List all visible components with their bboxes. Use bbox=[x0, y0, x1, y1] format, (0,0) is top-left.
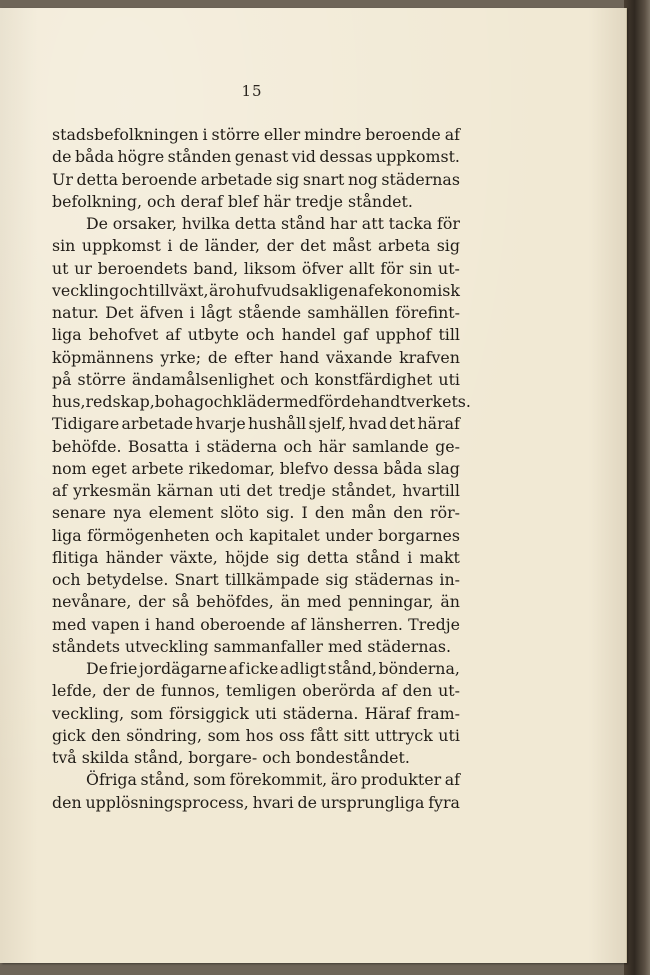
word: af bbox=[228, 659, 244, 678]
word: blefvo bbox=[279, 458, 329, 478]
word: och bbox=[283, 436, 313, 456]
text-line bbox=[52, 480, 460, 502]
word: oberoende bbox=[200, 614, 286, 634]
word: liga bbox=[52, 525, 82, 545]
text-line bbox=[52, 680, 460, 702]
word: Ur bbox=[52, 169, 73, 189]
word: den bbox=[402, 681, 433, 701]
word: stadsbefolkningen bbox=[52, 125, 199, 144]
word: i bbox=[167, 236, 173, 256]
text-line bbox=[52, 458, 460, 480]
word: temligen bbox=[225, 681, 297, 701]
word: hvarje bbox=[195, 414, 246, 434]
word: samhällen bbox=[307, 303, 390, 322]
word: till bbox=[438, 325, 460, 345]
word: tillväxt, bbox=[148, 280, 209, 300]
word: uppkomst. bbox=[376, 147, 460, 167]
word: sin bbox=[52, 236, 76, 256]
word: De bbox=[86, 659, 109, 678]
text-line bbox=[52, 725, 460, 747]
word: oss bbox=[278, 725, 305, 745]
word: mån bbox=[351, 503, 387, 523]
word: i bbox=[202, 125, 208, 144]
word: Tidigare bbox=[52, 414, 120, 434]
word: den bbox=[393, 503, 423, 523]
word: rör- bbox=[430, 503, 460, 523]
word: band, bbox=[193, 258, 239, 278]
text-line: två skilda stånd, borgare- och bondeståndet. bbox=[52, 748, 410, 767]
word: Tredje bbox=[408, 614, 460, 634]
word: hufvudsakligen bbox=[235, 280, 359, 300]
word: uti bbox=[219, 481, 241, 500]
word: för bbox=[380, 258, 404, 278]
word: och bbox=[280, 369, 309, 389]
word: fram- bbox=[416, 703, 460, 723]
word: hand bbox=[279, 347, 320, 367]
word: Häraf bbox=[364, 703, 411, 723]
word: vapen bbox=[91, 614, 140, 634]
text-line bbox=[52, 124, 460, 146]
word: fyra bbox=[428, 792, 460, 812]
word: ursprungliga bbox=[320, 792, 425, 812]
text-line bbox=[52, 703, 460, 725]
word: nog bbox=[348, 169, 378, 189]
word: nya bbox=[113, 503, 142, 523]
text-line: befolkning, och deraf blef här tredje ståndet. bbox=[52, 191, 413, 211]
word: bönderna, bbox=[378, 659, 460, 678]
word: der bbox=[266, 236, 294, 256]
text-line bbox=[52, 413, 460, 435]
word: snart bbox=[302, 169, 345, 189]
word: förefint- bbox=[395, 303, 460, 322]
word: stånd bbox=[281, 214, 326, 233]
word: de bbox=[179, 236, 199, 256]
word: så bbox=[171, 592, 190, 612]
text-line bbox=[52, 591, 460, 613]
word: mindre bbox=[304, 125, 362, 144]
word: som bbox=[193, 770, 226, 790]
word: förmögenheten bbox=[87, 525, 210, 545]
word: samlande bbox=[352, 436, 429, 456]
word: hushåll bbox=[248, 414, 307, 434]
word: beroende bbox=[365, 125, 441, 144]
word: måst bbox=[332, 236, 372, 256]
word: sig. bbox=[266, 503, 295, 523]
word: detta bbox=[76, 169, 119, 189]
word: bohag bbox=[154, 392, 205, 411]
word: af bbox=[444, 770, 460, 790]
book-page bbox=[0, 8, 626, 963]
word: de bbox=[135, 681, 156, 701]
word: sig bbox=[325, 570, 349, 589]
word: gick bbox=[52, 725, 86, 745]
word: i bbox=[144, 614, 150, 634]
word: jordägarne bbox=[139, 659, 228, 678]
word: upphof bbox=[375, 325, 432, 345]
word: De bbox=[86, 214, 109, 233]
word: arbetade bbox=[121, 414, 194, 434]
word: fått bbox=[310, 725, 339, 745]
word: behöfdes, bbox=[196, 592, 274, 612]
word: på bbox=[52, 369, 72, 389]
word: tillkämpade bbox=[224, 570, 320, 589]
word: liksom bbox=[243, 258, 297, 278]
word: och bbox=[215, 525, 244, 545]
word: sig bbox=[436, 236, 460, 256]
word: sig bbox=[276, 547, 300, 567]
text-line bbox=[52, 436, 460, 458]
word: söndring, bbox=[126, 725, 203, 745]
word: genast bbox=[234, 147, 289, 167]
word: förekommit, bbox=[229, 770, 328, 790]
word: funnos, bbox=[160, 681, 220, 701]
word: vid bbox=[291, 147, 316, 167]
word: stånd, bbox=[140, 770, 190, 790]
word: båda bbox=[383, 458, 423, 478]
word: veckling bbox=[52, 280, 120, 300]
word: de bbox=[297, 792, 317, 812]
word: beroendets bbox=[97, 258, 188, 278]
word: hand bbox=[155, 614, 196, 634]
word: icke bbox=[245, 659, 279, 678]
word: af bbox=[381, 681, 397, 701]
word: allt bbox=[348, 258, 375, 278]
word: slöto bbox=[220, 503, 259, 523]
word: sig bbox=[275, 169, 300, 189]
word: det bbox=[389, 414, 416, 434]
word: natur. bbox=[52, 303, 99, 322]
word: hvari bbox=[252, 792, 294, 812]
word: sjelf, bbox=[308, 414, 347, 434]
word: de bbox=[207, 347, 228, 367]
word: borgarnes bbox=[378, 525, 460, 545]
word: stånd bbox=[355, 547, 400, 567]
word: sitt bbox=[343, 725, 370, 745]
word: beroende bbox=[121, 169, 198, 189]
word: den bbox=[91, 725, 121, 745]
text-line bbox=[52, 391, 471, 413]
word: än bbox=[440, 592, 460, 612]
word: sin bbox=[408, 258, 433, 278]
word: höjde bbox=[225, 547, 270, 567]
word: handel bbox=[281, 325, 336, 345]
text-line bbox=[52, 258, 460, 280]
word: länder, bbox=[205, 236, 260, 256]
word: länsherren. bbox=[311, 614, 403, 634]
word: uti bbox=[438, 725, 460, 745]
word: yrkesmän bbox=[73, 481, 152, 500]
text-line bbox=[52, 569, 460, 591]
word: produkter bbox=[360, 770, 442, 790]
word: uppkomst bbox=[81, 236, 161, 256]
page-number: 15 bbox=[241, 82, 263, 100]
word: detta bbox=[234, 214, 277, 233]
word: stående bbox=[238, 303, 302, 322]
word: behofvet bbox=[88, 325, 159, 345]
word: ståndet, bbox=[331, 481, 397, 500]
text-line bbox=[52, 792, 460, 814]
word: städerna. bbox=[282, 703, 359, 723]
word: i bbox=[407, 547, 413, 567]
word: senare bbox=[52, 503, 106, 523]
word: som bbox=[207, 725, 241, 745]
word: som bbox=[130, 703, 163, 723]
word: arbetade bbox=[200, 169, 273, 189]
text-line bbox=[52, 235, 460, 257]
word: hos bbox=[245, 725, 274, 745]
text-line bbox=[52, 213, 460, 235]
text-line bbox=[52, 347, 460, 369]
word: arbeta bbox=[377, 236, 431, 256]
word: Snart bbox=[174, 570, 219, 589]
word: öfver bbox=[301, 258, 344, 278]
word: större bbox=[211, 125, 260, 144]
word: makt bbox=[419, 547, 460, 567]
word: Det bbox=[105, 303, 134, 322]
word: frie bbox=[109, 659, 138, 678]
word: hvad bbox=[348, 414, 388, 434]
word: dessas bbox=[319, 147, 373, 167]
word: och bbox=[246, 325, 275, 345]
word: liga bbox=[52, 325, 82, 345]
word: adligt bbox=[280, 659, 327, 678]
word: tacka bbox=[388, 214, 433, 233]
word: flitiga bbox=[52, 547, 99, 567]
word: nevånare, bbox=[52, 592, 132, 612]
word: uttryck bbox=[375, 725, 433, 745]
word: häraf bbox=[417, 414, 460, 434]
word: under bbox=[325, 525, 373, 545]
text-line bbox=[52, 324, 460, 346]
word: hus, bbox=[52, 392, 86, 411]
word: högre bbox=[117, 147, 165, 167]
word: ekonomisk bbox=[374, 280, 460, 300]
word: för bbox=[436, 214, 460, 233]
word: redskap, bbox=[85, 392, 155, 411]
word: växande bbox=[326, 347, 393, 367]
word: slag bbox=[427, 458, 460, 478]
word: der bbox=[138, 592, 166, 612]
word: och bbox=[119, 280, 149, 300]
word: kapitalet bbox=[249, 525, 320, 545]
word: ur bbox=[74, 258, 92, 278]
word: händer bbox=[105, 547, 163, 567]
word: ut bbox=[52, 258, 69, 278]
word: yrke; bbox=[160, 347, 202, 367]
word: det bbox=[246, 481, 273, 500]
text-line bbox=[52, 614, 460, 636]
word: och bbox=[204, 392, 233, 411]
word: städernas bbox=[381, 169, 460, 189]
word: af bbox=[358, 280, 374, 300]
word: nom bbox=[52, 458, 87, 478]
word: stånden bbox=[167, 147, 232, 167]
book-edge bbox=[624, 0, 650, 975]
text-line bbox=[52, 169, 460, 191]
word: kärnan bbox=[157, 481, 214, 500]
word: lågt bbox=[201, 303, 232, 322]
word: ut- bbox=[438, 681, 460, 701]
text-line bbox=[52, 146, 460, 168]
word: krafven bbox=[399, 347, 460, 367]
word: uti bbox=[255, 703, 277, 723]
text-line bbox=[52, 502, 460, 524]
word: detta bbox=[306, 547, 349, 567]
text-line bbox=[52, 280, 460, 302]
word: oberörda bbox=[302, 681, 376, 701]
word: orsaker, bbox=[112, 214, 178, 233]
text-line bbox=[52, 769, 460, 791]
word: dessa bbox=[333, 458, 379, 478]
word: den bbox=[52, 792, 82, 812]
text-line bbox=[52, 658, 460, 680]
word: stånd, bbox=[327, 659, 377, 678]
word: eller bbox=[263, 125, 301, 144]
word: äro bbox=[208, 280, 236, 300]
word: äfven bbox=[139, 303, 184, 322]
word: städerna bbox=[206, 436, 278, 456]
word: efter bbox=[234, 347, 273, 367]
word: äro bbox=[330, 770, 358, 790]
body-text bbox=[52, 124, 471, 814]
word: i bbox=[195, 436, 201, 456]
word: Bosatta bbox=[127, 436, 189, 456]
word: utbyte bbox=[187, 325, 239, 345]
text-line bbox=[52, 369, 460, 391]
word: af bbox=[52, 481, 68, 500]
word: den bbox=[314, 503, 345, 523]
word: ge- bbox=[435, 436, 460, 456]
word: upplösningsprocess, bbox=[85, 792, 249, 812]
word: kläder bbox=[232, 392, 284, 411]
word: växte, bbox=[169, 547, 218, 567]
word: penningar, bbox=[348, 592, 434, 612]
word: eget bbox=[91, 458, 127, 478]
text-line bbox=[52, 302, 460, 324]
word: handtverkets. bbox=[360, 392, 471, 411]
word: ut- bbox=[438, 258, 460, 278]
word: i bbox=[189, 303, 195, 322]
word: större bbox=[77, 369, 126, 389]
word: element bbox=[148, 503, 214, 523]
word: har bbox=[329, 214, 358, 233]
word: ändamålsenlighet bbox=[131, 369, 275, 389]
word: lefde, bbox=[52, 681, 97, 701]
word: in- bbox=[439, 570, 460, 589]
word: båda bbox=[74, 147, 114, 167]
word: veckling, bbox=[52, 703, 125, 723]
word: med bbox=[306, 592, 342, 612]
word: städernas bbox=[354, 570, 434, 589]
word: medförde bbox=[283, 392, 361, 411]
word: der bbox=[102, 681, 130, 701]
word: betydelse. bbox=[86, 570, 169, 589]
word: gaf bbox=[343, 325, 369, 345]
word: af bbox=[290, 614, 306, 634]
word: än bbox=[280, 592, 301, 612]
word: de bbox=[52, 147, 72, 167]
word: hvartill bbox=[402, 481, 460, 500]
word: att bbox=[361, 214, 384, 233]
word: tredje bbox=[278, 481, 326, 500]
text-line bbox=[52, 525, 460, 547]
word: behöfde. bbox=[52, 436, 122, 456]
word: det bbox=[300, 236, 326, 256]
word: och bbox=[52, 570, 81, 589]
word: af bbox=[444, 125, 460, 144]
word: köpmännens bbox=[52, 347, 154, 367]
word: af bbox=[165, 325, 181, 345]
text-line bbox=[52, 547, 460, 569]
word: med bbox=[52, 614, 87, 634]
word: hvilka bbox=[181, 214, 231, 233]
word: Öfriga bbox=[86, 770, 137, 790]
word: I bbox=[301, 503, 308, 523]
word: konstfärdighet bbox=[314, 369, 433, 389]
word: arbete bbox=[131, 458, 184, 478]
word: uti bbox=[438, 369, 460, 389]
word: här bbox=[318, 436, 346, 456]
word: rikedomar, bbox=[188, 458, 275, 478]
word: försiggick bbox=[169, 703, 249, 723]
text-line: ståndets utveckling sammanfaller med städernas. bbox=[52, 636, 452, 656]
